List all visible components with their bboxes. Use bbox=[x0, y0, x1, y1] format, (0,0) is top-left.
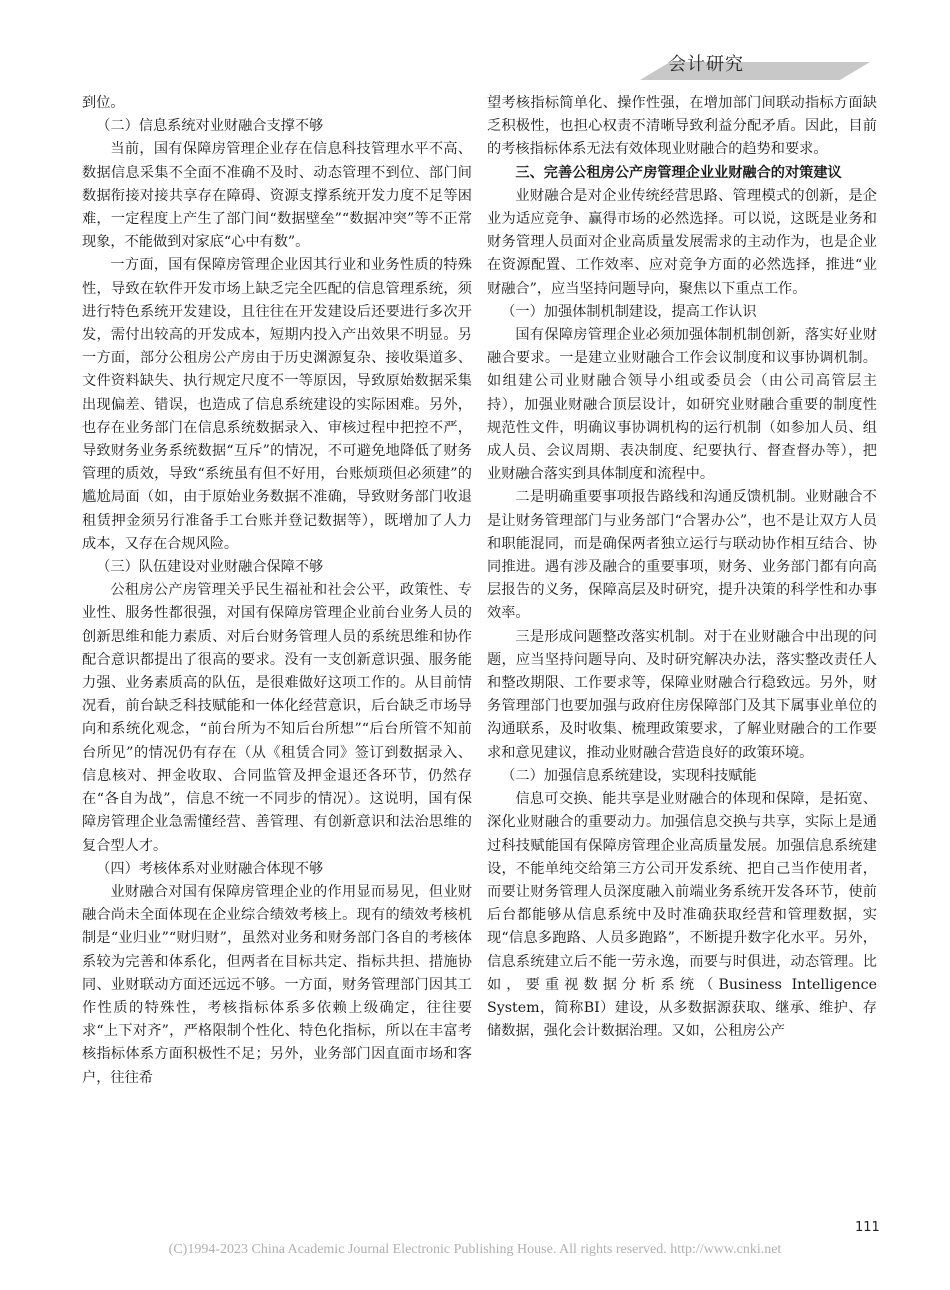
paragraph: 一方面，国有保障房管理企业因其行业和业务性质的特殊性，导致在软件开发市场上缺乏完全匹配的信息管理系统，须进行特色系统开发建设，且往往在开发建设后还要进行多次开发，需付出较高的开发成本，短期内投入产出效果不明显。另一方面，部分公租房公产房由于历史渊源复杂、接收渠道多、文件资料缺失、执行规定尺度不一等原因，导致原始数据采集出现偏差、错误，也造成了信息系统建设的实际困难。另外，也存在业务部门在信息系统数据录入、审核过程中把控不严，导致财务业务系统数据“互斥”的情况，不可避免地降低了财务管理的质效，导致“系统虽有但不好用，台账烦琐但必须建”的尴尬局面（如，由于原始业务数据不准确，导致财务部门收退租赁押金须另行准备手工台账并登记数据等），既增加了人力成本，又存在合规风险。 bbox=[82, 257, 472, 552]
paragraph: 国有保障房管理企业必须加强体制机制创新，落实好业财融合要求。一是建立业财融合工作会议制度和议事协调机制。如组建公司业财融合领导小组或委员会（由公司高管层主持），加强业财融合顶层设计，如研究业财融合重要的制度性规范性文件，明确议事协调机构的运行机制（如参加人员、组成人员、会议周期、表决制度、纪要执行、督查督办等），把业财融合落实到具体制度和流程中。 bbox=[487, 327, 877, 483]
paragraph: 三是形成问题整改落实机制。对于在业财融合中出现的问题，应当坚持问题导向、及时研究解决办法，落实整改责任人和整改期限、工作要求等，保障业财融合行稳致远。另外，财务管理部门也要加强与政府住房保障部门及其下属事业单位的沟通联系，及时收集、梳理政策要求，了解业财融合的工作要求和意见建议，推动业财融合营造良好的政策环境。 bbox=[487, 628, 877, 761]
chapter-heading: 三、完善公租房公产房管理企业业财融合的对策建议 bbox=[515, 164, 842, 181]
paragraph: 业财融合对国有保障房管理企业的作用显而易见，但业财融合尚未全面体现在企业综合绩效考核上。现有的绩效考核机制是“业归业”“财归财”，虽然对业务和财务部门各自的考核体系较为完善和体系化，但两者在目标共定、指标共担、措施协同、业财联动方面还远远不够。一方面，财务管理部门因其工作性质的特殊性，考核指标体系多依赖上级确定，往往要求“上下对齐”，严格限制个性化、特色化指标，所以在丰富考核指标体系方面积极性不足；另外，业务部门因直面市场和客户，往往希 bbox=[82, 883, 472, 1086]
section-heading: （四）考核体系对业财融合体现不够 bbox=[96, 860, 324, 877]
paragraph: 业财融合是对企业传统经营思路、管理模式的创新，是企业为适应竞争、赢得市场的必然选择。可以说，这既是业务和财务管理人员面对企业高质量发展需求的主动作为，也是企业在资源配置、工作效率、应对竞争方面的必然选择，推进“业财融合”，应当坚持问题导向，聚焦以下重点工作。 bbox=[487, 187, 877, 297]
copyright-footer: (C)1994-2023 China Academic Journal Electronic Publishing House. All rights reserved. http://www.cnki.net bbox=[168, 1242, 782, 1257]
paragraph: 公租房公产房管理关乎民生福祉和社会公平，政策性、专业性、服务性都很强，对国有保障房管理企业前台业务人员的创新思维和能力素质、对后台财务管理人员的系统思维和协作配合意识都提出了很高的要求。没有一支创新意识强、服务能力强、业务素质高的队伍，是很难做好这项工作的。从目前情况看，前台缺乏科技赋能和一体化经营意识，后台缺乏市场导向和系统化观念，“前台所为不知后台所想”“后台所管不知前台所见”的情况仍有存在（从《租赁合同》签订到数据录入、信息核对、押金收取、合同监管及押金退还各环节，仍然存在“各自为战”，信息不统一不同步的情况）。这说明，国有保障房管理企业急需懂经营、善管理、有创新意识和法治思维的复合型人才。 bbox=[82, 582, 472, 854]
section-heading: （二）加强信息系统建设，实现科技赋能 bbox=[501, 767, 757, 784]
paragraph: 当前，国有保障房管理企业存在信息科技管理水平不高、数据信息采集不全面不准确不及时、动态管理不到位、部门间数据衔接对接共享存在障碍、资源支撑系统开发力度不足等困难，一定程度上产生了部门间“数据壁垒”“数据冲突”等不正常现象，不能做到对家底“心中有数”。 bbox=[82, 141, 472, 251]
paragraph: 信息可交换、能共享是业财融合的体现和保障，是拓宽、深化业财融合的重要动力。加强信息交换与共享，实际上是通过科技赋能国有保障房管理企业高质量发展。加强信息系统建设，不能单纯交给第三方公司开发系统、把自己当作使用者，而要让财务管理人员深度融入前端业务系统开发各环节，使前后台都能够从信息系统中及时准确获取经营和管理数据，实现“信息多跑路、人员多跑路”，不断提升数字化水平。另外，信息系统建立后不能一劳永逸，而要与时俱进，动态管理。比如，要重视数据分析系统（Business Intelligence System，简称BI）建设，从多数据源获取、继承、维护、存储数据，强化会计数据治理。又如，公租房公产 bbox=[487, 791, 877, 1040]
right-column bbox=[487, 92, 877, 1043]
page-number: 111 bbox=[855, 1220, 880, 1235]
section-heading: （一）加强体制机制建设，提高工作认识 bbox=[501, 303, 757, 320]
paragraph: 望考核指标简单化、操作性强，在增加部门间联动指标方面缺乏积极性，也担心权责不清晰导致利益分配矛盾。因此，目前的考核指标体系无法有效体现业财融合的趋势和要求。 bbox=[487, 95, 877, 158]
paragraph: 二是明确重要事项报告路线和沟通反馈机制。业财融合不是让财务管理部门与业务部门“合署办公”，也不是让双方人员和职能混同，而是确保两者独立运行与联动协作相互结合、协同推进。遇有涉及融合的重要事项，财务、业务部门都有向高层报告的义务，保障高层及时研究，提升决策的科学性和办事效率。 bbox=[487, 489, 877, 622]
left-column bbox=[82, 92, 472, 1090]
section-heading: （三）队伍建设对业财融合保障不够 bbox=[96, 559, 324, 576]
section-heading: （二）信息系统对业财融合支撑不够 bbox=[96, 118, 324, 135]
journal-section-title: 会计研究 bbox=[668, 54, 744, 75]
paragraph: 到位。 bbox=[82, 95, 125, 111]
